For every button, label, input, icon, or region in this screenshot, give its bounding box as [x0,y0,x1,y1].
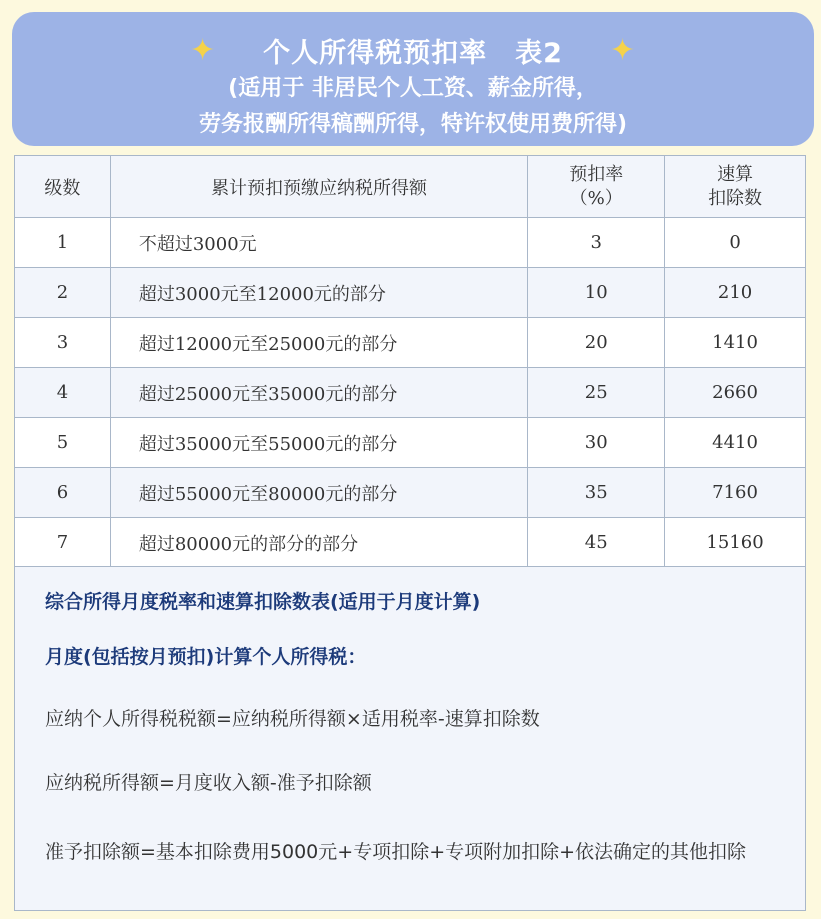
table-row [15,368,806,418]
cell-rate: 3 [528,218,665,268]
cell-level: 2 [15,268,111,318]
cell-rate: 10 [528,268,665,318]
formula-allowed-deduction: 准予扣除额=基本扣除费用5000元+专项扣除+专项附加扣除+依法确定的其他扣除 [45,841,747,863]
cell-range: 不超过3000元 [110,218,527,268]
cell-deduction: 210 [665,268,806,318]
table-row [15,268,806,318]
subtitle-line-2: 劳务报酬所得稿酬所得，特许权使用费所得) [198,112,628,137]
formula-taxable-income: 应纳税所得额=月度收入额-准予扣除额 [45,772,372,794]
sparkle-icon-left: ✦ [190,32,217,68]
header-rate-line1: 预扣率 [569,163,624,185]
cell-deduction: 2660 [665,368,806,418]
subtitle-line-1: (适用于 非居民个人工资、薪金所得， [228,76,598,101]
cell-rate: 25 [528,368,665,418]
header-level: 级数 [15,156,111,218]
table-row [15,318,806,368]
cell-deduction: 1410 [665,318,806,368]
title-banner [12,12,814,146]
table-row [15,418,806,468]
table-row [15,518,806,568]
notes-heading-monthly-table: 综合所得月度税率和速算扣除数表(适用于月度计算) [45,591,481,613]
cell-deduction: 4410 [665,418,806,468]
sparkle-icon-right: ✦ [609,32,636,68]
table-header-row [15,156,806,218]
cell-level: 6 [15,468,111,518]
cell-level: 4 [15,368,111,418]
cell-deduction: 0 [665,218,806,268]
cell-level: 1 [15,218,111,268]
cell-rate: 35 [528,468,665,518]
header-rate [528,156,665,218]
header-range: 累计预扣预缴应纳税所得额 [110,156,527,218]
page-title: 个人所得税预扣率 表2 [263,37,563,69]
cell-range: 超过35000元至55000元的部分 [110,418,527,468]
cell-range: 超过12000元至25000元的部分 [110,318,527,368]
formula-tax-amount: 应纳个人所得税税额=应纳税所得额×适用税率-速算扣除数 [45,708,540,730]
cell-range: 超过25000元至35000元的部分 [110,368,527,418]
header-deduction [665,156,806,218]
cell-range: 超过80000元的部分的部分 [110,518,527,568]
cell-range: 超过55000元至80000元的部分 [110,468,527,518]
cell-deduction: 7160 [665,468,806,518]
header-deduction-line1: 速算 [717,163,754,185]
title-row [12,32,814,68]
header-deduction-line2: 扣除数 [708,187,763,209]
cell-level: 7 [15,518,111,568]
cell-range: 超过3000元至12000元的部分 [110,268,527,318]
cell-rate: 45 [528,518,665,568]
tax-rate-table [14,155,806,568]
table-row [15,468,806,518]
cell-level: 3 [15,318,111,368]
notes-heading-monthly-calc: 月度(包括按月预扣)计算个人所得税： [45,646,367,668]
header-rate-line2: （%） [569,187,623,209]
cell-rate: 20 [528,318,665,368]
table-row [15,218,806,268]
cell-rate: 30 [528,418,665,468]
notes-panel [14,566,806,911]
cell-level: 5 [15,418,111,468]
cell-deduction: 15160 [665,518,806,568]
